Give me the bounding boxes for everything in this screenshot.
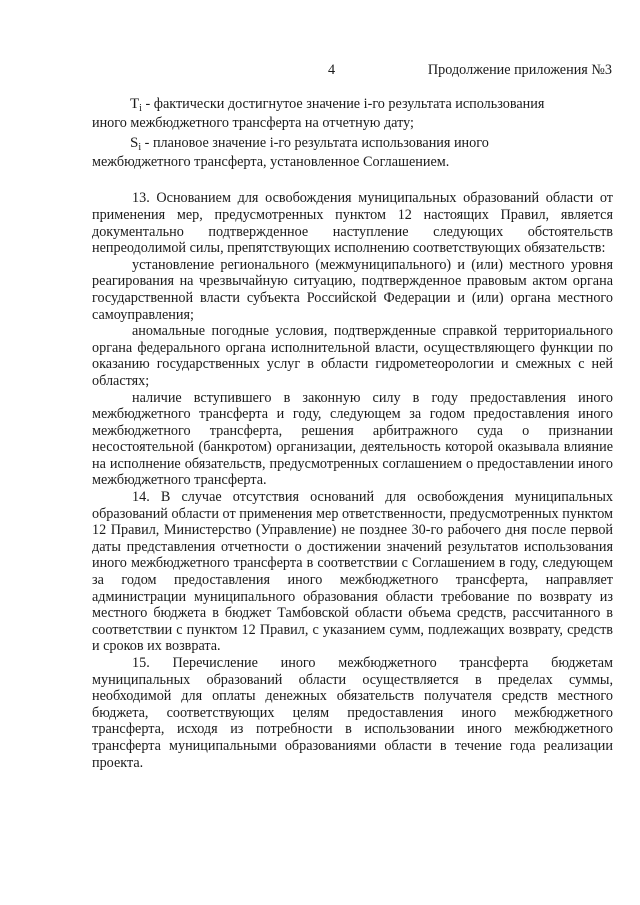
subscript-i: i <box>139 103 142 114</box>
paragraph-14: 14. В случае отсутствия оснований для освобождения муниципальных образований области от применения мер ответственности, предусмотренных пунктом 12 Правил, Министерство (Управление) не позднее 30-го рабочего дня после первой даты представления отчетности о достижении значений результатов использования иного межбюджетного трансферта в соответствии с Соглашением в году, следующем за годом предоставления иного межбюджетного трансферта, направляет администрации муниципального образования области требование по возврату из местного бюджета в бюджет Тамбовской области объема средств, рассчитанного в соответствии с пунктом 12 Правил, с указанием сумм, подлежащих возврату, средств и сроков их возврата. <box>92 489 613 655</box>
symbol-t: T <box>130 96 140 112</box>
appendix-continuation-label: Продолжение приложения №3 <box>427 62 612 78</box>
definition-s-continuation: межбюджетного трансферта, установленное Соглашением. <box>92 153 450 170</box>
definition-s-i <box>92 135 613 154</box>
paragraph-13-item-bankruptcy: наличие вступившего в законную силу в году предоставления иного межбюджетного трансферта и году, следующем за годом предоставления иного межбюджетного трансферта, решения арбитражного суда о признании несостоятельной (банкротом) организации, деятельность которой оказывала влияние на исполнение обязательств, предусмотренных соглашением о предоставлении иного межбюджетного трансферта. <box>92 389 613 489</box>
paragraph-15: 15. Перечисление иного межбюджетного трансферта бюджетам муниципальных образований области осуществляется в пределах суммы, необходимой для оплаты денежных обязательств получателя средств местного бюджета, соответствующих целям предоставления иного межбюджетного трансферта, исходя из потребности в использовании иного межбюджетного трансферта муниципальными образованиями области в течение года реализации проекта. <box>92 655 613 771</box>
page-header <box>0 62 640 80</box>
definition-s-text: - плановое значение i-го результата использования иного <box>141 135 489 152</box>
subscript-i: i <box>138 142 142 154</box>
paragraph-13-item-emergency: установление регионального (межмуниципального) и (или) местного уровня реагирования на чрезвычайную ситуацию, подтвержденное правовым актом органа государственной власти субъекта Российской Федерации и (или) органа местного самоуправления; <box>92 256 613 323</box>
document-body <box>92 96 613 771</box>
symbol-s: S <box>130 135 139 152</box>
definition-t-i <box>92 96 613 115</box>
paragraph-13: 13. Основанием для освобождения муниципальных образований области от применения мер, предусмотренных пунктом 12 настоящих Правил, является документально подтвержденное наступление следующих обстоятельств непреодолимой силы, препятствующих исполнению соответствующих обязательств: <box>92 190 613 257</box>
paragraph-13-item-weather: аномальные погодные условия, подтвержденные справкой территориального органа федерального органа исполнительной власти, осуществляющего функции по оказанию государственных услуг в области гидрометеорологии и смежных с ней областях; <box>92 323 613 389</box>
page-number: 4 <box>328 62 336 78</box>
definition-t-text: - фактически достигнутое значение i-го результата использования <box>141 96 545 112</box>
definition-t-continuation: иного межбюджетного трансферта на отчетную дату; <box>92 114 414 131</box>
